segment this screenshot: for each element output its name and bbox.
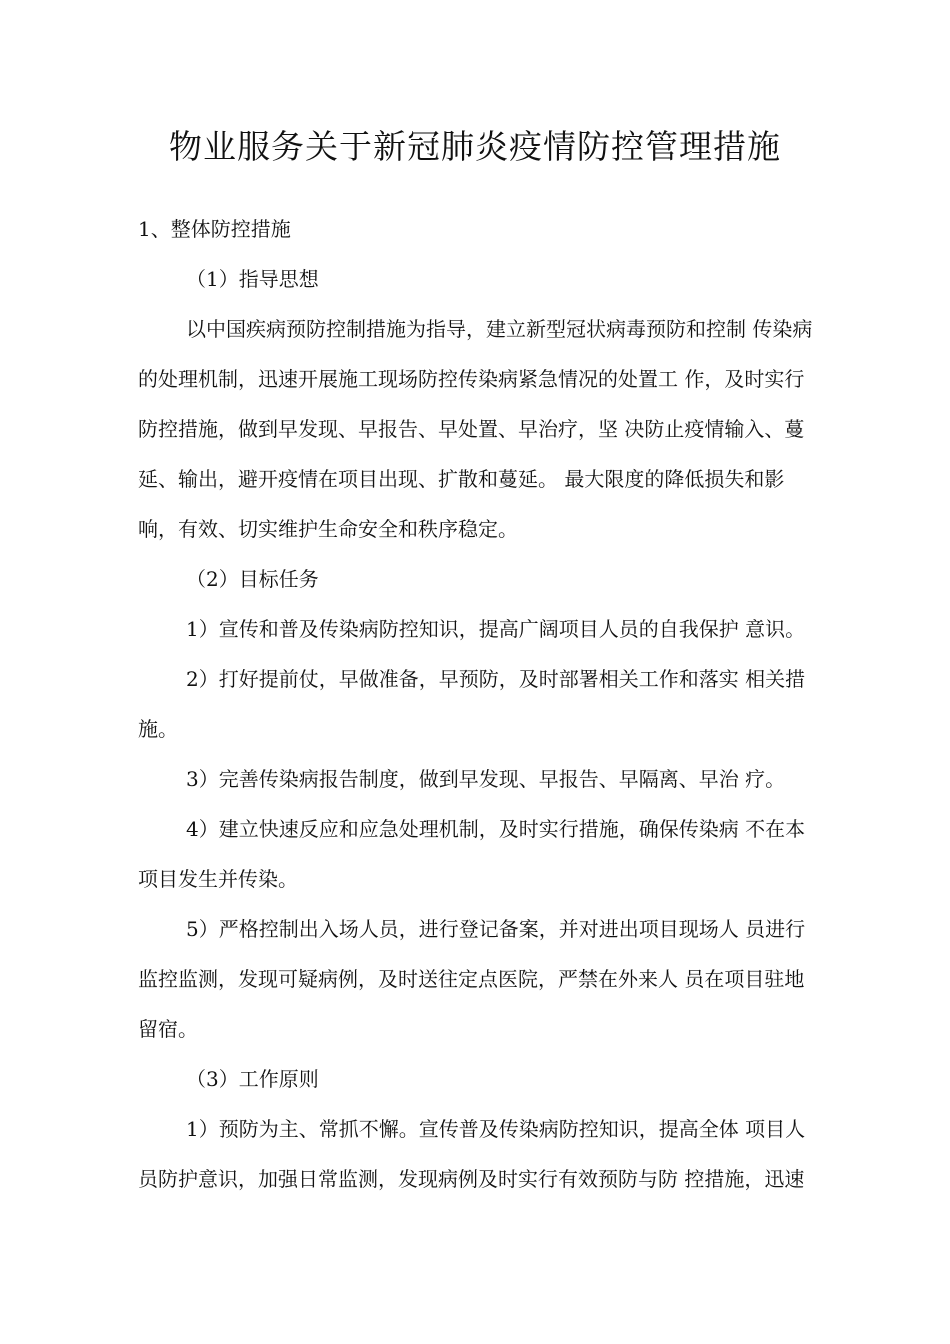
list-item-line: 项目发生并传染。: [138, 867, 298, 891]
paragraph-line: 的处理机制，迅速开展施工现场防控传染病紧急情况的处置工 作，及时实行: [138, 367, 805, 391]
list-item-line: 员防护意识，加强日常监测，发现病例及时实行有效预防与防 控措施，迅速: [138, 1167, 805, 1191]
subsection-heading: （2）目标任务: [186, 567, 319, 591]
list-item-line: 监控监测，发现可疑病例，及时送往定点医院，严禁在外来人 员在项目驻地: [138, 967, 805, 991]
paragraph-line: 以中国疾病预防控制措施为指导，建立新型冠状病毒预防和控制 传染病: [186, 317, 813, 341]
list-item-line: 4）建立快速反应和应急处理机制，及时实行措施，确保传染病 不在本: [186, 817, 806, 841]
subsection-heading: （3）工作原则: [186, 1067, 319, 1091]
list-item-line: 施。: [138, 717, 178, 741]
document-title: 物业服务关于新冠肺炎疫情防控管理措施: [169, 127, 781, 166]
list-item-line: 5）严格控制出入场人员，进行登记备案，并对进出项目现场人 员进行: [186, 917, 806, 941]
paragraph-line: 延、输出，避开疫情在项目出现、扩散和蔓延。 最大限度的降低损失和影: [138, 467, 785, 491]
subsection-heading: （1）指导思想: [186, 267, 319, 291]
list-item-line: 3）完善传染病报告制度，做到早发现、早报告、早隔离、早治 疗。: [186, 767, 786, 791]
list-item-line: 留宿。: [138, 1017, 198, 1041]
list-item-line: 1）预防为主、常抓不懈。宣传普及传染病防控知识，提高全体 项目人: [186, 1117, 806, 1141]
paragraph-line: 响，有效、切实维护生命安全和秩序稳定。: [138, 517, 518, 541]
section-heading: 1、整体防控措施: [138, 217, 291, 241]
list-item-line: 1）宣传和普及传染病防控知识，提高广阔项目人员的自我保护 意识。: [186, 617, 806, 641]
list-item-line: 2）打好提前仗，早做准备，早预防，及时部署相关工作和落实 相关措: [186, 667, 806, 691]
paragraph-line: 防控措施，做到早发现、早报告、早处置、早治疗，坚 决防止疫情输入、蔓: [138, 417, 805, 441]
